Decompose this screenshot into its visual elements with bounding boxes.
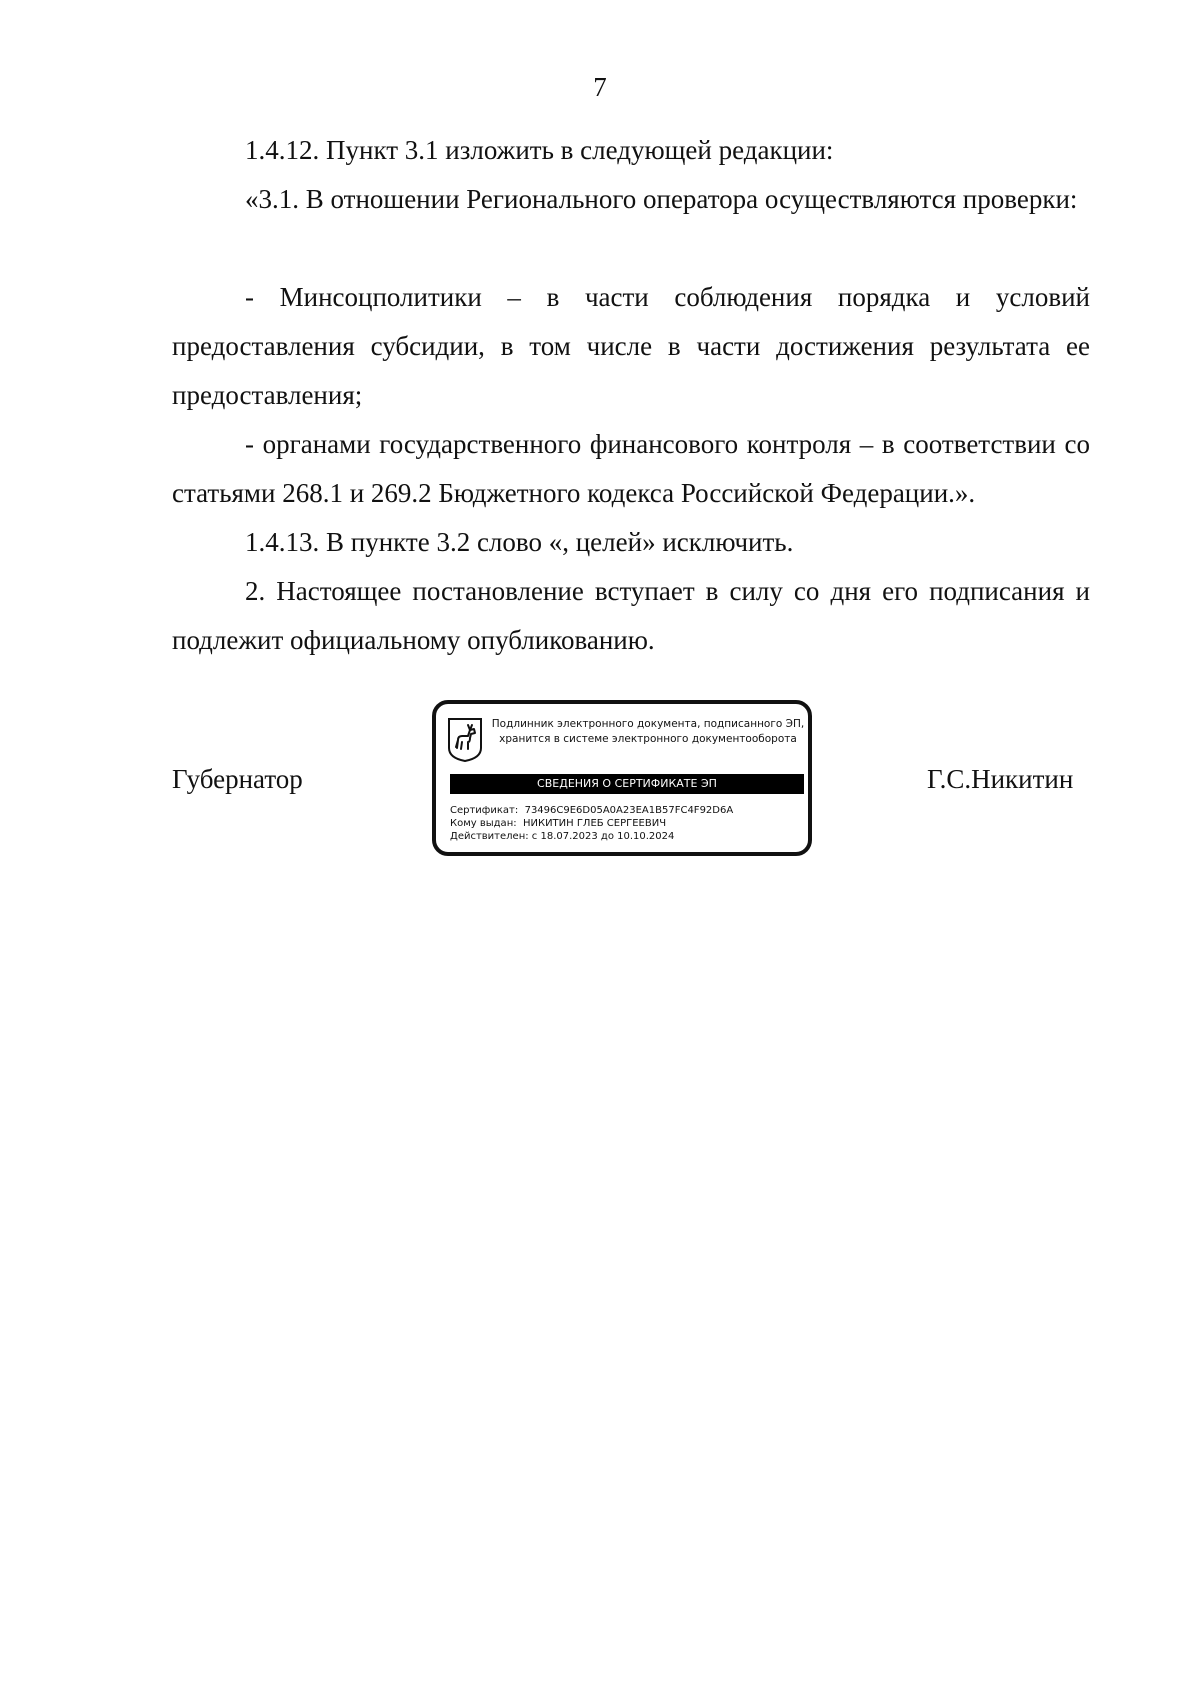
paragraph-1-4-12: 1.4.12. Пункт 3.1 изложить в следующей редакции: bbox=[245, 135, 834, 165]
certificate-row bbox=[450, 804, 806, 817]
deer-emblem-icon bbox=[448, 718, 482, 762]
paragraph-fin-control: - органами государственного финансового контроля – в соответствии со статьями 268.1 и 269.2 Бюджетного кодекса Российской Федерации.». bbox=[172, 429, 1090, 508]
validity-label: Действителен: bbox=[450, 831, 529, 842]
paragraph-effective: 2. Настоящее постановление вступает в силу со дня его подписания и подлежит официальному опубликованию. bbox=[172, 576, 1090, 655]
issued-to-label: Кому выдан: bbox=[450, 818, 517, 829]
certificate-label: Сертификат: bbox=[450, 805, 519, 816]
stamp-header bbox=[488, 717, 808, 747]
paragraph-1-4-13: 1.4.13. В пункте 3.2 слово «, целей» исключить. bbox=[245, 527, 794, 557]
validity-value: с 18.07.2023 до 10.10.2024 bbox=[531, 831, 675, 842]
certificate-details bbox=[450, 804, 806, 843]
certificate-value: 73496C9E6D05A0A23EA1B57FC4F92D6A bbox=[524, 805, 734, 816]
stamp-header-line-2: хранится в системе электронного документооборота bbox=[499, 733, 797, 745]
paragraph-minsoc: - Минсоцполитики – в части соблюдения порядка и условий предоставления субсидии, в том числе в части достижения результата ее предоставления; bbox=[172, 282, 1090, 410]
signatory-name: Г.С.Никитин bbox=[927, 764, 1074, 794]
certificate-info-bar: СВЕДЕНИЯ О СЕРТИФИКАТЕ ЭП bbox=[450, 774, 804, 794]
validity-row bbox=[450, 830, 806, 843]
issued-to-value: НИКИТИН ГЛЕБ СЕРГЕЕВИЧ bbox=[522, 818, 667, 829]
page-number: 7 bbox=[593, 72, 607, 102]
issued-to-row bbox=[450, 817, 806, 830]
paragraph-3-1: «3.1. В отношении Регионального оператора осуществляются проверки: bbox=[245, 184, 1078, 214]
e-signature-stamp bbox=[432, 700, 812, 856]
signatory-title: Губернатор bbox=[172, 764, 303, 794]
stamp-header-line-1: Подлинник электронного документа, подписанного ЭП, bbox=[491, 718, 805, 730]
